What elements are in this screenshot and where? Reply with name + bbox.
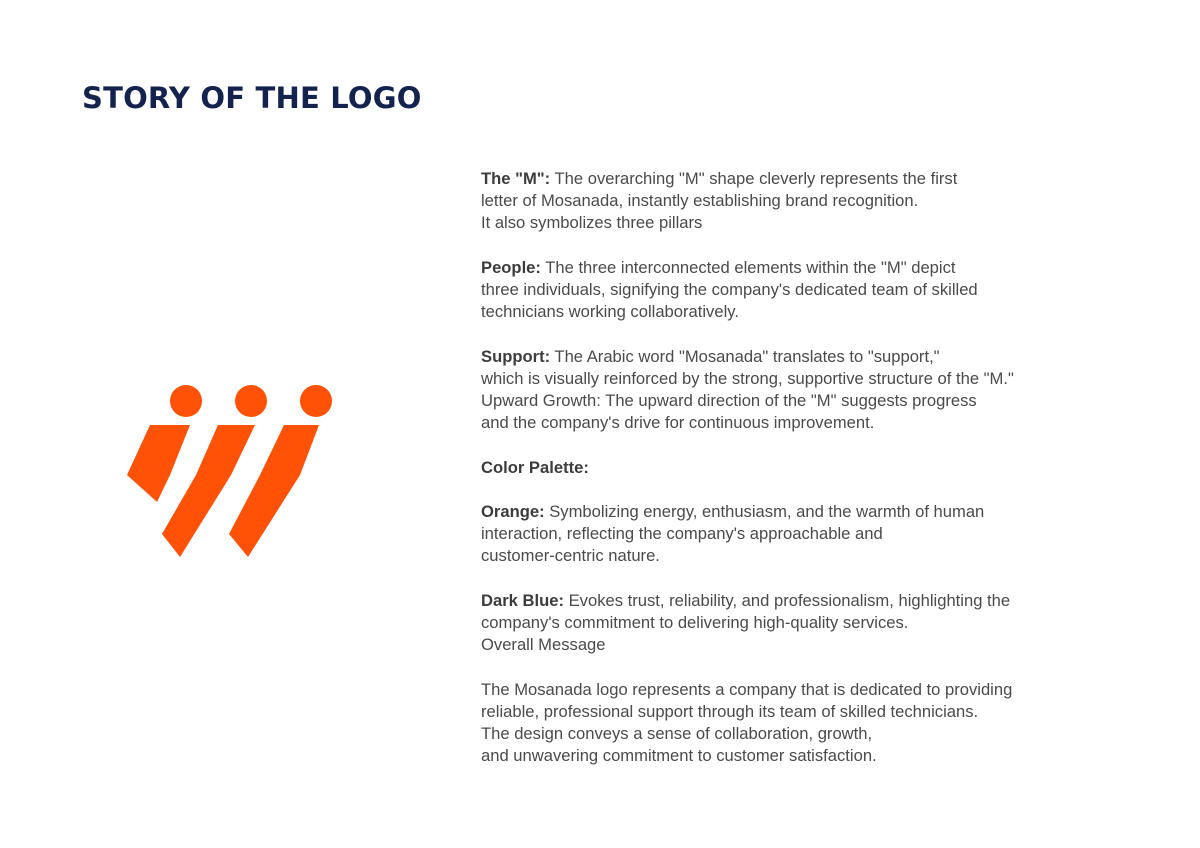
section-term: Support: — [481, 346, 551, 366]
section-line: The Mosanada logo represents a company that is dedicated to providing — [481, 679, 1013, 699]
section-line: Upward Growth: The upward direction of the "M" suggests progress — [481, 391, 977, 410]
section-line: letter of Mosanada, instantly establishing brand recognition. — [481, 191, 919, 211]
logo-story-text — [481, 168, 1161, 790]
section-line: It also symbolizes three pillars — [481, 213, 703, 233]
section-line: reliable, professional support through its team of skilled technicians. — [481, 701, 979, 721]
section-line: interaction, reflecting the company's approachable and — [481, 524, 883, 544]
section-line — [481, 457, 1161, 479]
section-line: company's commitment to delivering high-quality services. — [481, 612, 909, 632]
logo-left-stroke — [127, 425, 190, 502]
person-head-left — [170, 385, 202, 417]
section-term: People: — [481, 257, 541, 277]
section-orange — [481, 501, 1161, 568]
section-line: and the company's drive for continuous improvement. — [481, 413, 875, 433]
section-line: The design conveys a sense of collaboration, growth, — [481, 723, 873, 743]
section-line: which is visually reinforced by the strong, supportive structure of the "M." — [481, 368, 1014, 388]
section-line: Support: The Arabic word "Mosanada" translates to "support," — [481, 346, 940, 366]
mosanada-logo — [120, 378, 340, 563]
section-line: Overall Message — [481, 635, 606, 655]
section-line: customer-centric nature. — [481, 546, 660, 566]
section-term: The "M": — [481, 169, 551, 188]
section-m-shape — [481, 168, 1161, 235]
section-overall-message — [481, 679, 1161, 768]
section-line: Dark Blue: Evokes trust, reliability, and professionalism, highlighting the — [481, 590, 1011, 610]
section-people — [481, 257, 1161, 324]
section-line: People: The three interconnected elements within the "M" depict — [481, 257, 956, 277]
section-term: Dark Blue: — [481, 590, 564, 610]
section-line: The "M": The overarching "M" shape cleverly represents the first — [481, 169, 958, 188]
section-term: Color Palette: — [481, 457, 589, 477]
page-title: STORY OF THE LOGO — [82, 81, 422, 115]
section-line: and unwavering commitment to customer satisfaction. — [481, 746, 877, 766]
section-term: Orange: — [481, 501, 545, 521]
section-color-palette — [481, 457, 1161, 479]
section-line: technicians working collaboratively. — [481, 302, 739, 322]
section-line: Orange: Symbolizing energy, enthusiasm, and the warmth of human — [481, 501, 985, 521]
section-line: three individuals, signifying the company's dedicated team of skilled — [481, 280, 978, 299]
section-support — [481, 346, 1161, 435]
person-head-middle — [235, 385, 267, 417]
section-dark-blue — [481, 590, 1161, 657]
person-head-right — [300, 385, 332, 417]
